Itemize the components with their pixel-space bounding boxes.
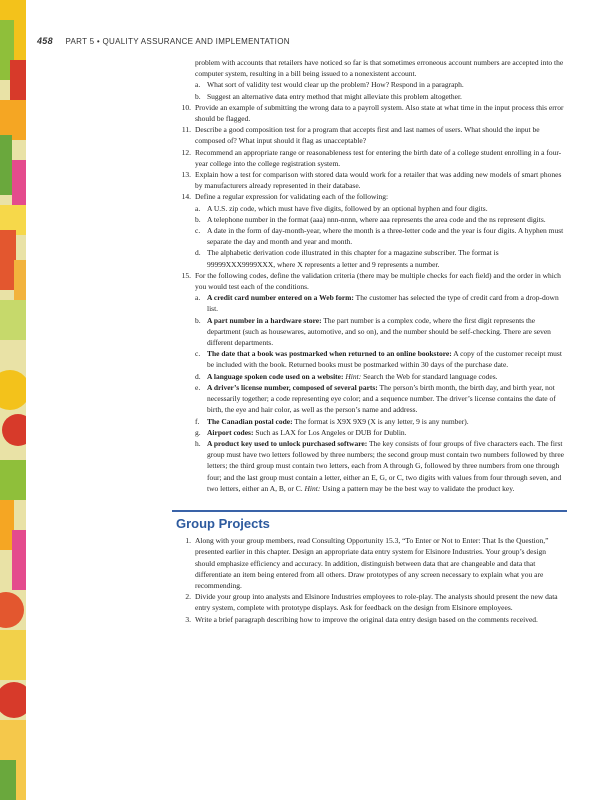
question-15h: h. A product key used to unlock purchased software: The key consists of four groups of five characters each. The first group must have two letters followed by three numbers; the second group must contain two numbers followed by three letters; the third group must contain two letters, each from A through G, followed by three numbers from one through four; and the last group must contain a letter, either an E, G, or C, two digits with values from four through seven, and two letters, either an A, B, or C. Hint: Using a pattern may be the best way to validate the product key.	[195, 438, 565, 493]
group-project-3: 3. Write a brief paragraph describing how to improve the original data entry design based on the comments received.	[185, 614, 538, 624]
section-rule	[172, 510, 567, 512]
page-number: 458	[37, 36, 53, 46]
exercise-content	[172, 57, 567, 625]
running-header	[37, 36, 290, 46]
question-9a: a. What sort of validity test would clear up the problem? How? Respond in a paragraph.	[195, 80, 464, 90]
question-13: 13. Explain how a test for comparison with stored data would work for a retailer that was adding new models of smart phones by manufacturers already represented in their database.	[181, 170, 562, 191]
group-project-2: 2. Divide your group into analysts and Elsinore Industries employees to role-play. The analysts should present the new data entry system, complete with prototype displays. Ask for feedback on the design from Elsinore employees.	[185, 592, 558, 613]
question-15e: e. A driver’s license number, composed of several parts: The person’s birth month, the birth day, and birth year, not necessarily together; a code representing eye color; and a sequence number. The driver’s license contains the date of birth, the eye and hair color, as well as the person’s name and address.	[195, 382, 556, 415]
group-projects-heading: Group Projects	[176, 515, 270, 531]
question-15d: d. A language spoken code used on a website: Hint: Search the Web for standard language codes.	[195, 371, 498, 381]
question-11: 11. Describe a good composition test for a program that accepts first and last names of users. What should the input be composed of? What input should it flag as unacceptable?	[181, 125, 540, 146]
question-15f: f. The Canadian postal code: The format is X9X 9X9 (X is any letter, 9 is any number).	[195, 416, 469, 426]
group-project-1: 1. Along with your group members, read Consulting Opportunity 15.3, “To Enter or Not to Enter: That Is the Question,” presented earlier in this chapter. Design an appropriate data entry system for Elsinore Industries. Your group’s design should emphasize efficiency and accuracy. In addition, distinguish between data that are changeable and data that differentiate an item being entered from all others. Draw prototypes of any screen necessary to explain what you are recommending.	[185, 536, 549, 590]
decorative-color-strip	[0, 0, 26, 800]
question-9-continuation: problem with accounts that retailers have noticed so far is that sometimes erroneous account numbers are accepted into the computer system, resulting in a bill being issued to a nonexistent account.	[195, 58, 564, 79]
question-14: 14. Define a regular expression for validating each of the following:	[181, 192, 389, 202]
question-10: 10. Provide an example of submitting the wrong data to a payroll system. Also state at what time in the input process this error should be flagged.	[181, 102, 564, 124]
question-14d: d. The alphabetic derivation code illustrated in this chapter for a magazine subscriber. The format is 99999XXX9999XXX, where X represents a letter and 9 represents a number.	[195, 248, 499, 269]
question-9b: b. Suggest an alternative data entry method that might alleviate this problem altogether.	[195, 91, 462, 101]
question-12: 12. Recommend an appropriate range or reasonableness test for entering the birth date of a college student enrolling in a four-year college into the college registration system.	[181, 147, 562, 168]
question-15c: c. The date that a book was postmarked when returned to an online bookstore: A copy of the customer receipt must be included with the book. Returned books must be postmarked within 30 days of the purchase date.	[195, 349, 562, 370]
question-15b: b. A part number in a hardware store: The part number is a complex code, where the first digit represents the department (such as housewares, automotive, and so on), and the number should be self-checking. There are seven different departments.	[195, 315, 551, 348]
question-15a: a. A credit card number entered on a Web form: The customer has selected the type of credit card from a drop-down list.	[195, 293, 559, 314]
question-14c: c. A date in the form of day-month-year, where the month is a three-letter code and the year is four digits. A hyphen must separate the day and month and year and month.	[195, 226, 564, 247]
question-15: 15. For the following codes, define the validation criteria (there may be multiple checks for each field) and the order in which you would test each of the conditions.	[181, 270, 561, 292]
question-15g: g. Airport codes: Such as LAX for Los Angeles or DUB for Dublin.	[195, 427, 407, 437]
question-14a: a. A U.S. zip code, which must have five digits, followed by an optional hyphen and four digits.	[195, 203, 488, 213]
question-14b: b. A telephone number in the format (aaa) nnn-nnnn, where aaa represents the area code and the ns represent digits.	[195, 214, 546, 224]
header-title: PART 5 • QUALITY ASSURANCE AND IMPLEMENTATION	[65, 37, 290, 46]
